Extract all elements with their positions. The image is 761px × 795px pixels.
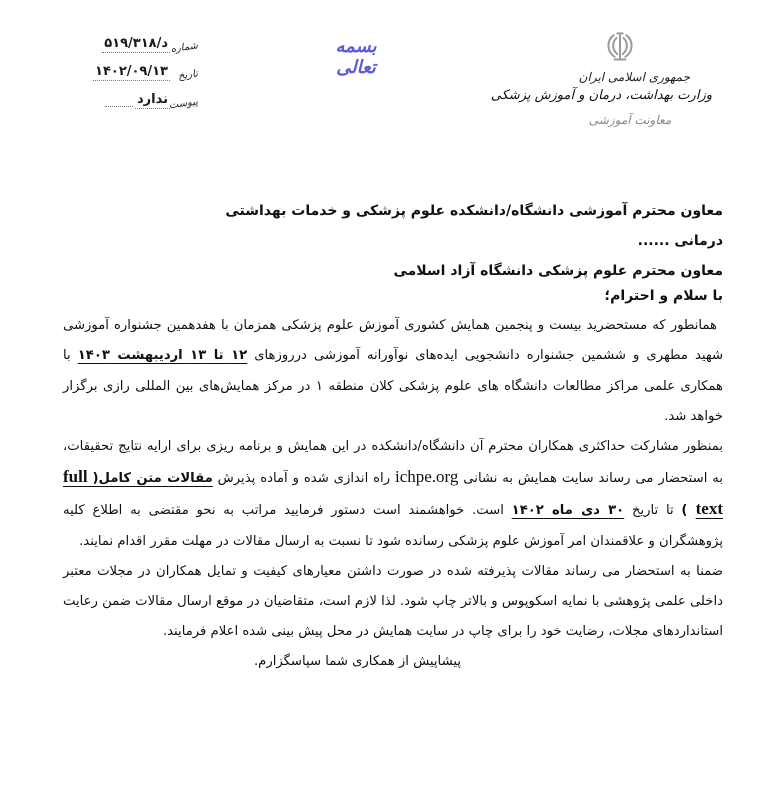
letterhead [490,28,720,127]
letter-attachment-value: ندارد [136,92,168,107]
full-text-label: full text [63,467,723,519]
conference-dates: ۱۲ تا ۱۳ اردیبهشت ۱۴۰۳ [77,348,248,364]
letter-attachment-row [48,92,198,120]
invocation-heading: بسمه تعالی [335,36,377,78]
paragraph-text: است. خواهشمند است دستور فرمایید مراتب به نحو مقتضی به اطلاع کلیه پژوهشگران و علاقمندان امر آموزش علوم پزشکی رسانده شود تا نسبت به ارسال مقالات در مهلت مقرر اقدام نمایند. [63,503,723,549]
closing-line: پیشاپیش از همکاری شما سپاسگزارم. [253,654,461,670]
paragraph-conference-announcement [63,311,723,432]
letterhead-department: معاونت آموزشی [588,113,672,127]
greeting: با سلام و احترام؛ [604,288,723,304]
submission-deadline: ۳۰ دی ماه ۱۴۰۲ [511,503,625,519]
letter-date-label: تاریخ [177,68,199,83]
addressee-line: معاون محترم علوم پزشکی دانشگاه آزاد اسلامی [393,263,723,279]
paragraph-publication: ضمنا به استحضار می رساند مقالات پذیرفته شده در صورت داشتن معیارهای کیفیت و تمایل همکاران در مجلات معتبر داخلی علمی پژوهشی با نمایه اسکوپوس و بالاتر چاپ شود. لذا لازم است، متقاضیان در موقع ارسال مقالات ضمن رعایت استانداردهای مجلات، رضایت خود را برای چاپ در سایت همایش در محل پیش بینی شده اعلام فرمایند. [63,563,723,640]
letter-attachment-label: پیوست [168,96,199,112]
paren-close: ) [681,503,696,519]
reference-block [48,36,198,120]
addressees [183,196,723,286]
paragraph-text: تا تاریخ [624,503,682,519]
letter-body [63,281,723,678]
paragraph-text: همانطور که مستحضرید بیست و پنجمین همایش کشوری آموزش علوم پزشکی همزمان با هفدهمین جشنواره آموزشی شهید مطهری و ششمین جشنواره دانشجویی ایده‌های نوآورانه آموزشی درروزهای [63,318,724,364]
addressee-line: معاون محترم آموزشی دانشگاه/دانشکده علوم پزشکی و خدمات بهداشتی درمانی ...... [225,203,723,249]
paragraph-call-for-papers [63,432,723,557]
paragraph-text: بمنظور مشارکت حداکثری همکاران محترم آن دانشگاه/دانشکده در این همایش و برنامه ریزی برای ارایه نتایج تحقیقات، به استحضار می رساند سایت همایش به نشانی [63,439,724,487]
letter-number-label: شماره [170,40,199,56]
paragraph-text: با همکاری علمی مراکز مطالعات دانشگاه های علوم پزشکی کلان منطقه ۱ در مرکز همایش‌های بین المللی رازی برگزار خواهد شد. [63,348,723,424]
letterhead-country: جمهوری اسلامی ایران [578,70,690,84]
letterhead-ministry: وزارت بهداشت، درمان و آموزش پزشکی [490,88,712,103]
paragraph-text: راه اندازی شده و آماده پذیرش [212,471,395,487]
letter-number-value: د/۵۱۹/۳۱۸ [104,36,168,51]
letter-date-row [48,64,198,92]
iran-emblem-icon [602,28,638,64]
dotted-leader [105,92,133,107]
conference-website: ichpe.org [394,467,459,487]
letter-number-row [48,36,198,64]
letter-date-value: ۱۴۰۲/۰۹/۱۳ [95,64,168,79]
full-text-articles: مقالات متن کامل( [92,471,213,487]
